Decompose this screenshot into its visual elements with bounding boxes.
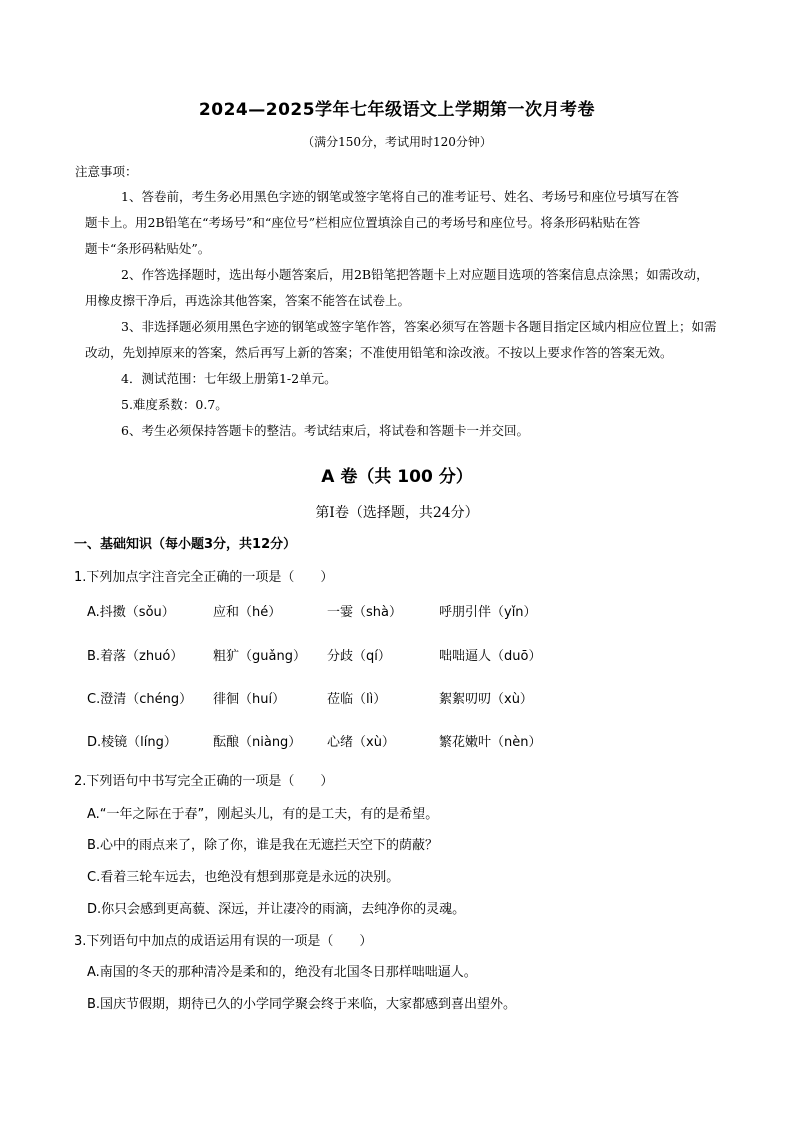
notice-line: 4．测试范围：七年级上册第1-2单元。: [121, 371, 337, 386]
notice-line: 2、作答选择题时，选出每小题答案后，用2B铅笔把答题卡上对应题目选项的答案信息点涂黑；如需改动，: [121, 267, 709, 282]
question-3-option: B.国庆节假期，期待已久的小学同学聚会终于来临，大家都感到喜出望外。: [87, 997, 517, 1012]
notice-line: 题卡上。用2B铅笔在“考场号”和“座位号”栏相应位置填涂自己的考场号和座位号。将条形码粘贴在答: [85, 215, 641, 230]
question-3-option: A.南国的冬天的那种清冷是柔和的，绝没有北国冬日那样咄咄逼人。: [87, 965, 477, 980]
notice-line: 用橡皮擦干净后，再选涂其他答案，答案不能答在试卷上。: [85, 293, 411, 308]
option-item: 分歧（qí）: [327, 649, 391, 664]
notice-line: 6、考生必须保持答题卡的整洁。考试结束后，将试卷和答题卡一并交回。: [121, 423, 529, 438]
option-item: D.棱镜（líng）: [87, 735, 177, 750]
exam-subtitle: （满分150分，考试用时120分钟）: [302, 135, 492, 149]
option-item: 酝酿（niàng）: [213, 735, 302, 750]
option-item: 繁花嫩叶（nèn）: [439, 735, 542, 750]
volume-heading: A 卷（共 100 分）: [321, 467, 473, 487]
notice-line: 题卡“条形码粘贴处”。: [85, 241, 211, 256]
option-item: 徘徊（huí）: [213, 692, 286, 707]
question-2-option: C.看着三轮车远去，也绝没有想到那竟是永远的决别。: [87, 870, 400, 885]
question-2-option: B.心中的雨点来了，除了你，谁是我在无遮拦天空下的荫蔽？: [87, 838, 439, 853]
notice-line: 改动，先划掉原来的答案，然后再写上新的答案；不准使用铅笔和涂改液。不按以上要求作答的答案无效。: [85, 345, 673, 360]
question-2-option: D.你只会感到更高藐、深远，并让凄冷的雨滴，去纯净你的灵魂。: [87, 902, 466, 917]
option-item: 一霎（shà）: [327, 605, 402, 620]
notice-line: 3、非选择题必须用黑色字迹的钢笔或签字笔作答，答案必须写在答题卡各题目指定区域内相应位置上；如需: [121, 319, 717, 334]
option-item: 莅临（lì）: [327, 692, 387, 707]
question-1-stem: 1.下列加点字注音完全正确的一项是（ ）: [74, 570, 334, 585]
option-item: 心绪（xù）: [327, 735, 395, 750]
notice-line: 5.难度系数：0.7。: [121, 397, 228, 412]
exam-title: 2024—2025学年七年级语文上学期第一次月考卷: [198, 100, 596, 120]
notice-line: 1、答卷前，考生务必用黑色字迹的钢笔或签字笔将自己的准考证号、姓名、考场号和座位号填写在答: [121, 189, 679, 204]
question-2-option: A.“一年之际在于春”，刚起头儿，有的是工夫，有的是希望。: [87, 807, 439, 822]
option-item: 应和（hé）: [213, 605, 282, 620]
notice-heading: 注意事项：: [75, 164, 138, 179]
question-3-stem: 3.下列语句中加点的成语运用有误的一项是（ ）: [74, 934, 373, 949]
option-item: A.抖擞（sǒu）: [87, 605, 175, 620]
option-item: 絮絮叨叨（xù）: [439, 692, 533, 707]
notice-list: [85, 184, 725, 444]
option-item: 咄咄逼人（duō）: [439, 649, 542, 664]
option-item: B.着落（zhuó）: [87, 649, 184, 664]
option-item: 粗犷（guǎng）: [213, 649, 306, 664]
section-heading: 一、基础知识（每小题3分，共12分）: [74, 537, 297, 552]
question-2-stem: 2.下列语句中书写完全正确的一项是（ ）: [74, 774, 334, 789]
part-heading: 第Ⅰ卷（选择题，共24分）: [315, 505, 479, 521]
option-item: 呼朋引伴（yǐn）: [439, 605, 537, 620]
option-item: C.澄清（chéng）: [87, 692, 193, 707]
